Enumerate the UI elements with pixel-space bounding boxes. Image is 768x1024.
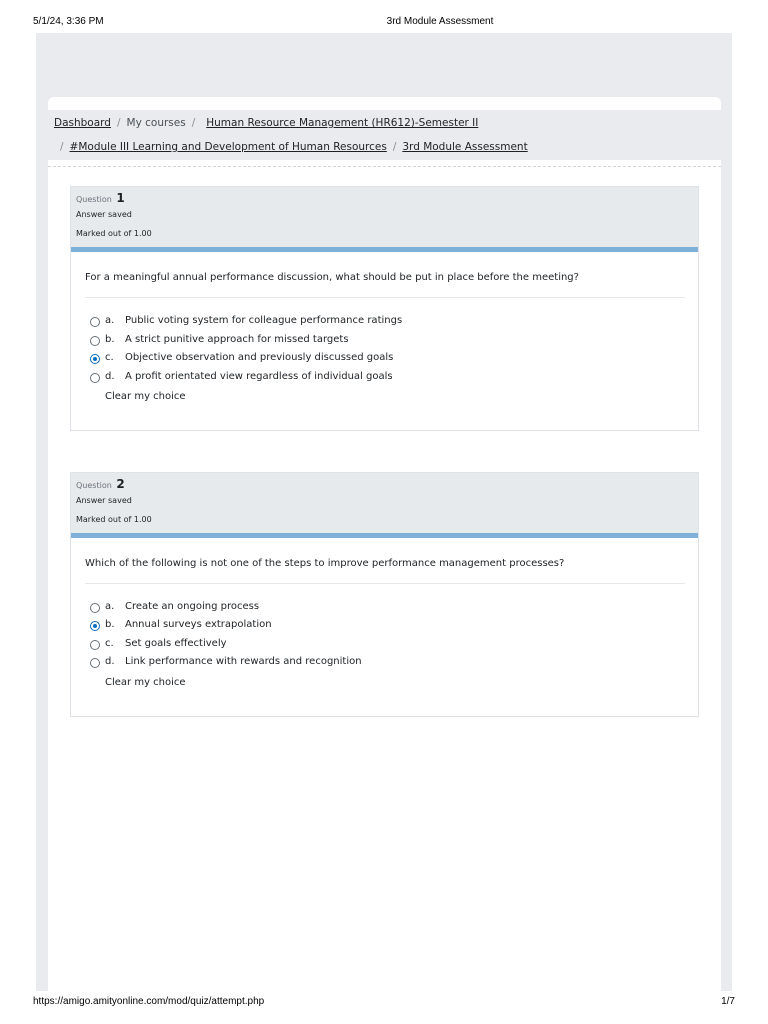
option-letter: c. [105,638,114,649]
question-label: Question [76,195,112,204]
option-text[interactable]: A profit orientated view regardless of individual goals [125,371,393,382]
option-text[interactable]: A strict punitive approach for missed targets [125,334,349,345]
option-text[interactable]: Objective observation and previously discussed goals [125,352,394,363]
breadcrumb-separator: / [191,117,196,129]
question-label: Question [76,481,112,490]
question-1 [70,186,699,431]
option-text[interactable]: Set goals effectively [125,638,227,649]
print-footer [0,996,768,1010]
question-grade: Marked out of 1.00 [76,515,152,524]
question-number [76,477,125,491]
breadcrumb-separator: / [116,117,121,129]
option-text[interactable]: Create an ongoing process [125,601,260,612]
clear-choice-link[interactable]: Clear my choice [105,677,186,688]
clear-choice-link[interactable]: Clear my choice [105,391,186,402]
breadcrumb-separator: / [392,141,397,153]
question-text: For a meaningful annual performance discussion, what should be put in place before the meeting? [85,272,579,283]
question-state: Answer saved [76,496,132,505]
divider [85,297,685,298]
option-text[interactable]: Public voting system for colleague performance ratings [125,315,403,326]
radio-button-selected[interactable] [90,621,100,631]
breadcrumb-my-courses[interactable]: My courses [126,117,186,129]
option-letter: c. [105,352,114,363]
option-letter: b. [105,619,115,630]
question-number-value: 1 [116,191,125,205]
question-info-panel [71,473,698,538]
option-letter: a. [105,315,115,326]
breadcrumb-row [60,141,528,155]
divider [85,583,685,584]
divider [48,166,721,167]
radio-button[interactable] [90,336,100,346]
radio-button[interactable] [90,658,100,668]
question-info-panel [71,187,698,252]
option-letter: d. [105,656,115,667]
option-letter: d. [105,371,115,382]
radio-button[interactable] [90,317,100,327]
radio-button[interactable] [90,640,100,650]
breadcrumb [48,110,721,160]
print-header [0,16,768,30]
print-title: 3rd Module Assessment [386,16,494,27]
question-state: Answer saved [76,210,132,219]
radio-button[interactable] [90,603,100,613]
breadcrumb-separator: / [60,141,64,153]
question-number-value: 2 [116,477,125,491]
breadcrumb-dashboard-link[interactable]: Dashboard [54,117,111,129]
radio-button-selected[interactable] [90,354,100,364]
print-datetime: 5/1/24, 3:36 PM [33,16,104,27]
question-text: Which of the following is not one of the steps to improve performance management processes? [85,558,565,569]
breadcrumb-module-link[interactable]: #Module III Learning and Development of Human Resources [69,141,387,153]
option-text[interactable]: Annual surveys extrapolation [125,619,272,630]
option-letter: a. [105,601,115,612]
breadcrumb-course-link[interactable]: Human Resource Management (HR612)-Semester II [206,117,479,129]
option-letter: b. [105,334,115,345]
radio-button[interactable] [90,373,100,383]
breadcrumb-row [54,117,478,131]
question-grade: Marked out of 1.00 [76,229,152,238]
option-text[interactable]: Link performance with rewards and recognition [125,656,362,667]
question-number [76,191,125,205]
question-2 [70,472,699,717]
breadcrumb-assessment-link[interactable]: 3rd Module Assessment [402,141,528,153]
print-page-number: 1/7 [721,996,735,1007]
print-url: https://amigo.amityonline.com/mod/quiz/attempt.php [33,996,265,1007]
